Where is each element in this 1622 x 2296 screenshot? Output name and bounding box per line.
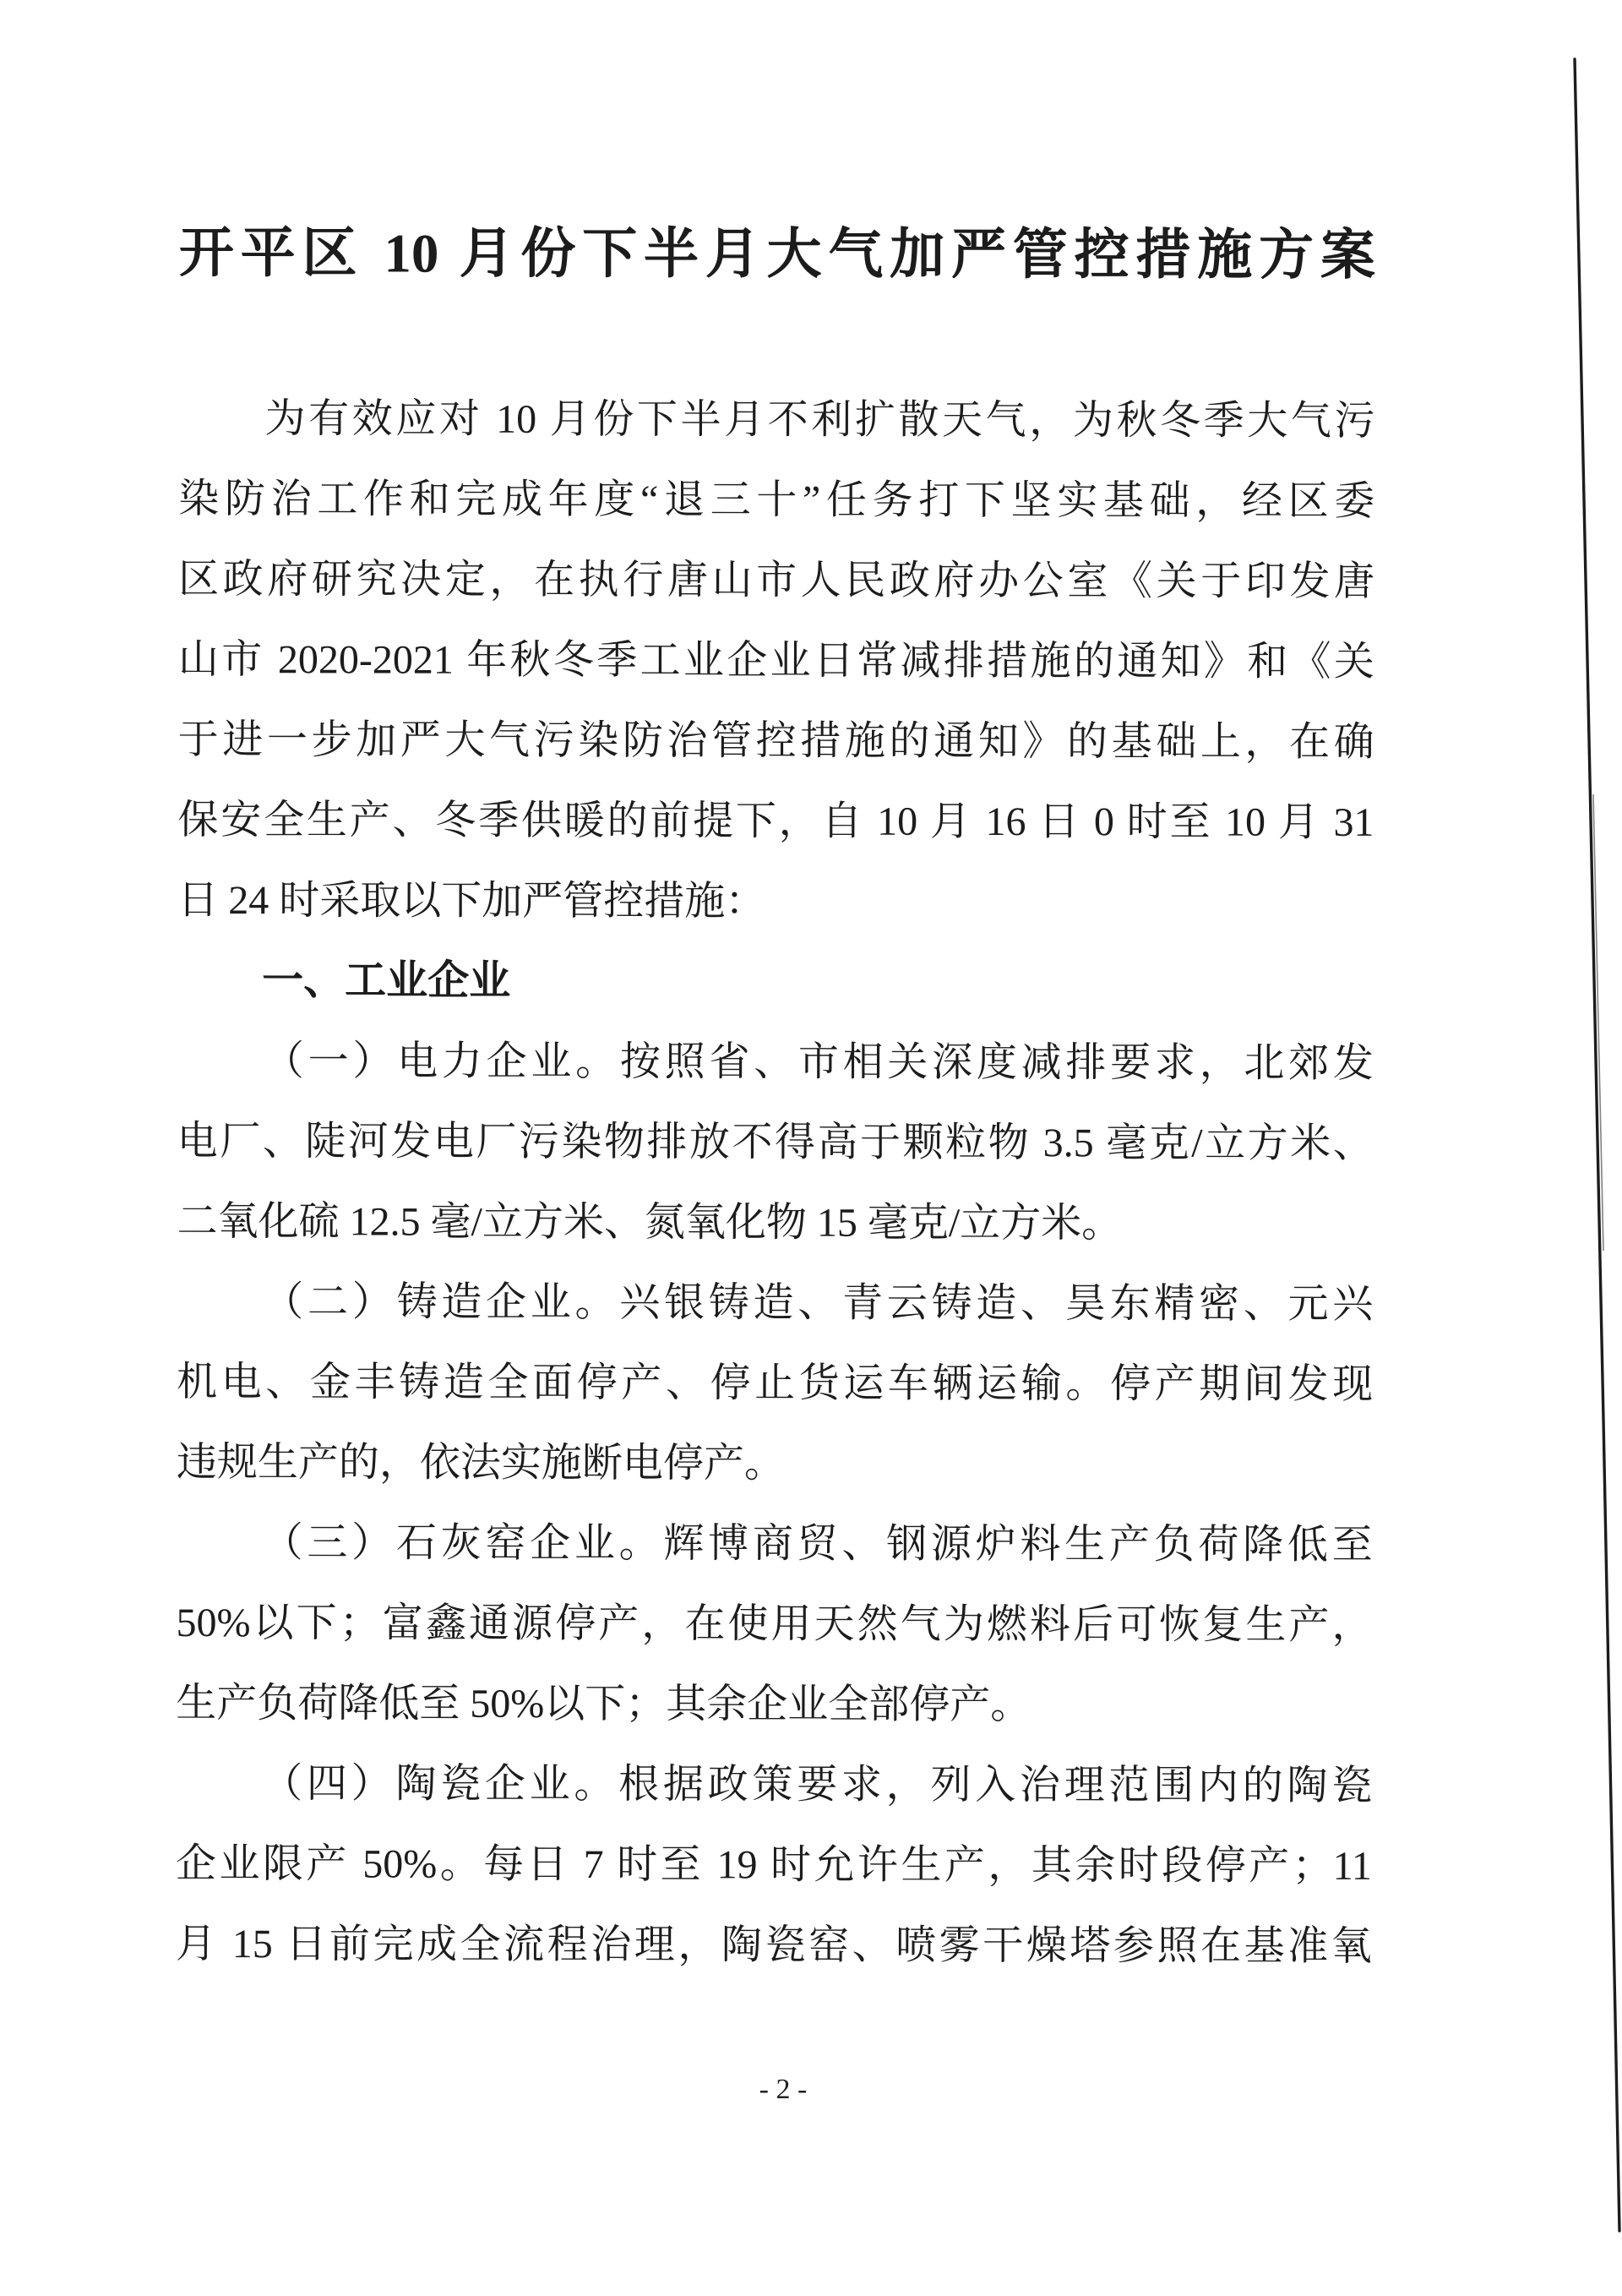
body-line: 日 24 时采取以下加严管控措施： — [177, 877, 766, 924]
body-line: 电厂、陡河发电厂污染物排放不得高于颗粒物 3.5 毫克/立方米、 — [177, 1118, 1374, 1166]
body-line: 机电、金丰铸造全面停产、停止货运车辆运输。停产期间发现 — [177, 1359, 1374, 1407]
body-line: 违规生产的，依法实施断电停产。 — [176, 1439, 785, 1486]
body-line: （一）电力企业。按照省、市相关深度减排要求，北郊发 — [263, 1039, 1374, 1086]
body-line: （三）石灰窑企业。辉博商贸、钢源炉料生产负荷降低至 — [262, 1520, 1373, 1568]
body-line: 企业限产 50%。每日 7 时至 19 时允许生产，其余时段停产；11 — [175, 1841, 1372, 1889]
body-line: 保安全生产、冬季供暖的前提下，自 10 月 16 日 0 时至 10 月 31 — [177, 797, 1374, 845]
body-line: 月 15 日前完成全流程治理，陶瓷窑、喷雾干燥塔参照在基准氧 — [175, 1921, 1372, 1969]
body-line: 为有效应对 10 月份下半月不利扩散天气，为秋冬季大气污 — [264, 396, 1375, 444]
body-line: 于进一步加严大气污染防治管控措施的通知》的基础上，在确 — [177, 717, 1374, 765]
body-line: 生产负荷降低至 50%以下；其余企业全部停产。 — [176, 1680, 1031, 1728]
body-line: 染防治工作和完成年度“退三十”任务打下坚实基础，经区委 — [178, 476, 1375, 524]
body-line: 区政府研究决定，在执行唐山市人民政府办公室《关于印发唐 — [178, 556, 1375, 604]
body-line: 50%以下；富鑫通源停产，在使用天然气为燃料后可恢复生产， — [176, 1600, 1373, 1648]
document-title: 开平区 10 月份下半月大气加严管控措施方案 — [178, 223, 1375, 286]
body-line: 山市 2020-2021 年秋冬季工业企业日常减排措施的通知》和《关 — [177, 636, 1374, 684]
page-number: - 2 - — [759, 2074, 808, 2105]
body-line: （四）陶瓷企业。根据政策要求，列入治理范围内的陶瓷 — [262, 1761, 1373, 1808]
body-line: （二）铸造企业。兴银铸造、青云铸造、昊东精密、元兴 — [263, 1279, 1374, 1327]
section-heading: 一、工业企业 — [262, 957, 511, 1004]
body-line: 二氧化硫 12.5 毫/立方米、氮氧化物 15 毫克/立方米。 — [177, 1198, 1123, 1246]
document-body — [176, 218, 1375, 1987]
